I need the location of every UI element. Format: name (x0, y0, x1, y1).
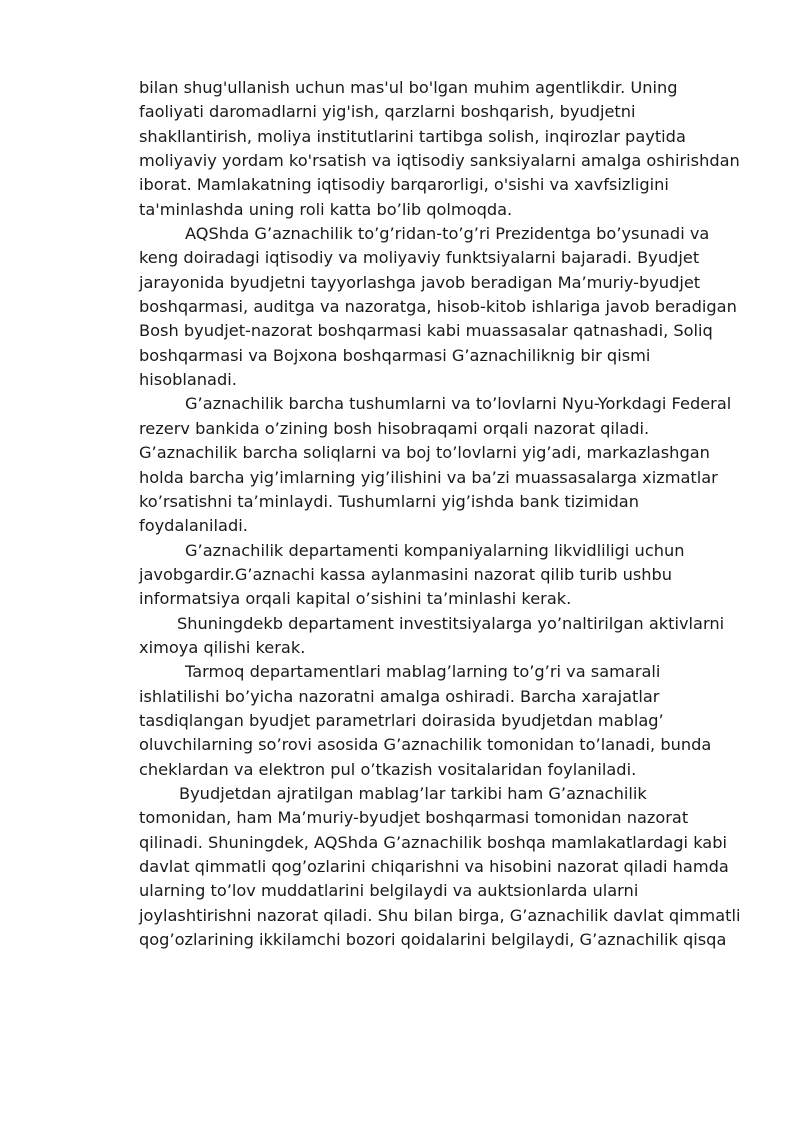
paragraph-3: G’aznachilik barcha tushumlarni va to’lovlarni Nyu-Yorkdagi Federal rezerv bankida o’zining bosh hisobraqami orqali nazorat qiladi. G’aznachilik barcha soliqlarni va boj to’lovlarni yig’adi, markazlashgan holda barcha yig’imlarning yig’ilishini va ba’zi muassasalarga xizmatlar ko’rsatishni ta’minlaydi. Tushumlarni yig’ishda bank tizimidan foydalaniladi. (139, 394, 732, 536)
document-body (139, 76, 744, 952)
paragraph-6: Tarmoq departamentlari mablag’larning to’g’ri va samarali ishlatilishi bo’yicha nazoratni amalga oshiradi. Barcha xarajatlar tasdiqlangan byudjet parametrlari doirasida byudjetdan mablag’ oluvchilarning so’rovi asosida G’aznachilik tomonidan to’lanadi, bunda cheklardan va elektron pul o’tkazish vositalaridan foylaniladi. (139, 662, 712, 779)
paragraph-4: G’aznachilik departamenti kompaniyalarning likvidliligi uchun javobgardir.G’aznachi kassa aylanmasini nazorat qilib turib ushbu informatsiya orqali kapital o’sishini ta’minlashi kerak. (139, 540, 685, 609)
paragraph-1: bilan shug'ullanish uchun mas'ul bo'lgan muhim agentlikdir. Uning faoliyati daromadlarni yig'ish, qarzlarni boshqarish, byudjetni shakllantirish, moliya institutlarini tartibga solish, inqirozlar paytida moliyaviy yordam ko'rsatish va iqtisodiy sanksiyalarni amalga oshirishdan iborat. Mamlakatning iqtisodiy barqarorligi, o'sishi va xavfsizligini ta'minlashda uning roli katta bo’lib qolmoqda. (139, 78, 740, 219)
paragraph-7: Byudjetdan ajratilgan mablag’lar tarkibi ham G’aznachilik tomonidan, ham Ma’muriy-byudjet boshqarmasi tomonidan nazorat qilinadi. Shuningdek, AQShda G’aznachilik boshqa mamlakatlardagi kabi davlat qimmatli qog’ozlarini chiqarishni va hisobini nazorat qiladi hamda ularning to’lov muddatlarini belgilaydi va auktsionlarda ularni joylashtirishni nazorat qiladi. Shu bilan birga, G’aznachilik davlat qimmatli qog’ozlarining ikkilamchi bozori qoidalarini belgilaydi, G’aznachilik qisqa (139, 783, 741, 950)
paragraph-2: AQShda G’aznachilik to’g’ridan-to’g’ri Prezidentga bo’ysunadi va keng doiradagi iqtisodiy va moliyaviy funktsiyalarni bajaradi. Byudjet jarayonida byudjetni tayyorlashga javob beradigan Ma’muriy-byudjet boshqarmasi, auditga va nazoratga, hisob-kitob ishlariga javob beradigan Bosh byudjet-nazorat boshqarmasi kabi muassasalar qatnashadi, Soliq boshqarmasi va Bojxona boshqarmasi G’aznachiliknig bir qismi hisoblanadi. (139, 224, 737, 390)
paragraph-5: Shuningdekb departament investitsiyalarga yo’naltirilgan aktivlarni ximoya qilishi kerak. (139, 613, 725, 657)
